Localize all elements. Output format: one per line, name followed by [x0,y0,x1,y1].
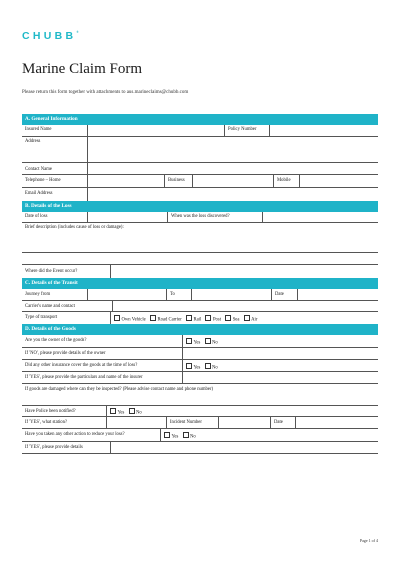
telephone-row [22,175,378,188]
checkbox-icon [129,408,135,414]
checkbox-icon [186,338,192,344]
business-label: Business [164,175,192,187]
checkbox-icon [114,315,120,321]
page-number: Page 1 of 4 [359,538,378,543]
action-details-field[interactable] [110,442,378,453]
where-event-row [22,265,378,278]
journey-row [22,289,378,301]
checkbox-icon [186,315,192,321]
other-action-label: Have you taken any other action to reduce your loss? [25,432,125,437]
insurance-no-option[interactable]: No [205,363,218,371]
police-row [22,406,378,417]
checkbox-icon [164,432,170,438]
owner-row [22,335,378,348]
inspect-label: If goods are damaged where can they be inspected? (Please advise contact name and phone number) [25,387,214,392]
station-row [22,417,378,429]
station-field[interactable] [106,417,166,428]
contact-name-field[interactable] [87,163,378,174]
station-label: If 'YES', what station? [25,420,68,425]
owner-no-option[interactable]: No [205,338,218,346]
address-label: Address [25,139,41,144]
action-yes-option[interactable]: Yes [164,432,178,440]
other-insurance-row [22,360,378,372]
action-details-row [22,442,378,454]
tel-home-label: Telephone – Home [25,178,61,183]
date-label: Date [271,289,297,300]
inspect-row[interactable] [22,384,378,406]
policy-number-field[interactable] [269,125,378,136]
address-row [22,137,378,163]
insurer-field[interactable] [182,372,378,383]
checkbox-icon [183,432,189,438]
business-field[interactable] [192,175,273,187]
checkbox-icon [186,363,192,369]
owner-options [182,335,378,347]
other-insurance-options [182,360,378,371]
chubb-logo: CHUBB® [22,30,79,42]
transport-option-post[interactable]: Post [205,315,221,323]
date-of-loss-row [22,212,378,223]
contact-name-label: Contact Name [25,167,52,172]
brief-description-label: Brief description (includes cause of loss or damage): [25,225,124,230]
section-c-header: C. Details of the Transit [22,278,378,289]
transport-option-road-carrier[interactable]: Road Carrier [150,315,182,323]
date-of-loss-label: Date of loss [25,214,48,219]
police-options [106,406,166,416]
journey-from-label: Journey from [25,292,51,297]
section-d-header: D. Details of the Goods [22,324,378,335]
to-field[interactable] [191,289,271,300]
action-details-label: If 'YES', please provide details [25,445,83,450]
insured-name-field[interactable] [87,125,224,136]
other-action-options [160,429,220,441]
where-event-field[interactable] [110,265,378,278]
date2-field[interactable] [295,417,378,428]
checkbox-icon [110,408,116,414]
email-field[interactable] [87,188,378,201]
journey-from-field[interactable] [87,289,166,300]
insurer-label: If 'YES', please provide the particulars and name of the insurer [25,375,143,380]
insurer-row [22,372,378,384]
owner-yes-option[interactable]: Yes [186,338,200,346]
checkbox-icon [225,315,231,321]
section-a-header: A. General Information [22,114,378,125]
insured-name-label: Insured Name [25,127,52,132]
where-event-label: Where did the Event occur? [25,269,78,274]
blank-line-row[interactable] [22,253,378,265]
when-discovered-field[interactable] [262,212,378,222]
email-row [22,188,378,201]
insurance-yes-option[interactable]: Yes [186,363,200,371]
transport-row [22,312,378,324]
other-action-row [22,429,378,442]
transport-option-rail[interactable]: Rail [186,315,201,323]
checkbox-icon [244,315,250,321]
page-title: Marine Claim Form [22,61,142,77]
intro-text: Please return this form together with attachments to aus.marineclaims@chubb.com [22,90,189,95]
when-discovered-label: When was the loss discovered? [167,212,262,222]
tel-home-field[interactable] [87,175,164,187]
date-field[interactable] [297,289,378,300]
transport-options [110,312,378,324]
claim-form [22,114,378,454]
transport-label: Type of transport [25,315,58,320]
checkbox-icon [205,338,211,344]
owner-details-row [22,348,378,360]
carrier-row [22,301,378,312]
email-label: Email Address [25,191,53,196]
owner-details-field[interactable] [182,348,378,359]
date-of-loss-field[interactable] [87,212,167,222]
incident-number-label: Incident Number [166,417,218,428]
mobile-label: Mobile [273,175,299,187]
police-yes-option[interactable]: Yes [110,408,124,416]
contact-name-row [22,163,378,175]
other-insurance-label: Did any other insurance cover the goods at the time of loss? [25,363,138,368]
insured-name-row [22,125,378,137]
address-field[interactable] [87,137,378,162]
carrier-label: Carrier's name and contact [25,304,75,309]
transport-option-sea[interactable]: Sea [225,315,239,323]
checkbox-icon [205,363,211,369]
brief-description-row[interactable] [22,223,378,253]
checkbox-icon [150,315,156,321]
transport-option-air[interactable]: Air [244,315,258,323]
police-no-option[interactable]: No [129,408,142,416]
action-no-option[interactable]: No [183,432,196,440]
date2-label: Date [270,417,295,428]
section-b-header: B. Details of the Loss [22,201,378,212]
incident-number-field[interactable] [218,417,270,428]
checkbox-icon [205,315,211,321]
carrier-field[interactable] [112,301,378,311]
owner-details-label: If 'NO', please provide details of the owner [25,351,106,356]
mobile-field[interactable] [299,175,378,187]
to-label: To [166,289,191,300]
police-label: Have Police been notified? [25,409,76,414]
policy-number-label: Policy Number [224,125,269,136]
transport-option-own-vehicle[interactable]: Own Vehicle [114,315,146,323]
owner-label: Are you the owner of the goods? [25,338,87,343]
